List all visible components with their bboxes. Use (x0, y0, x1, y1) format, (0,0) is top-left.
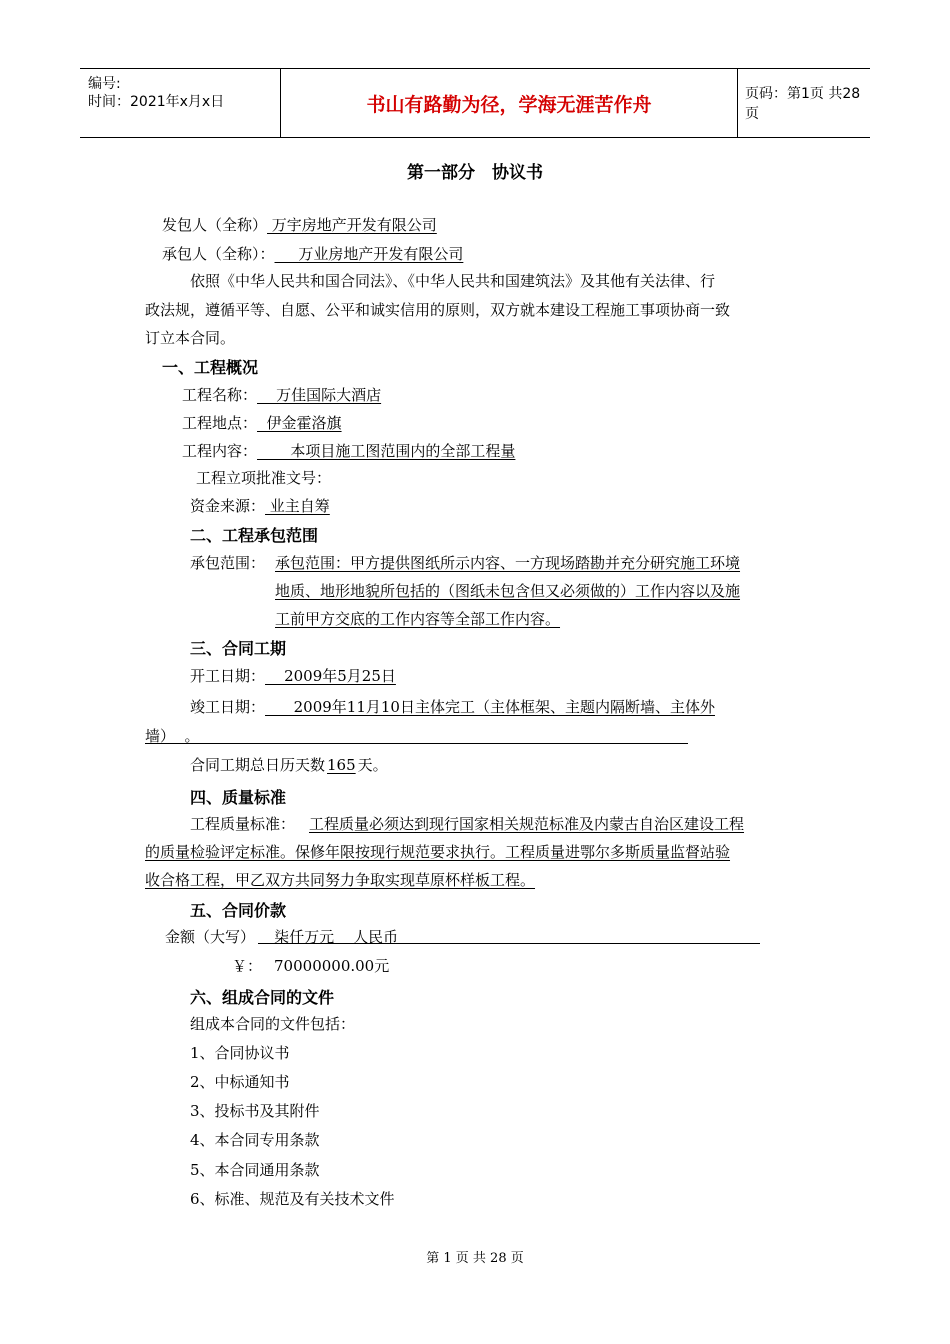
contractor-label: 承包人（全称）： (162, 245, 275, 263)
end-date-underline (145, 743, 688, 744)
quality-line-1: 工程质量必须达到现行国家相关规范标准及内蒙古自治区建设工程 (309, 815, 745, 833)
section-4-heading: 四、质量标准 (190, 788, 287, 807)
header-motto: 书山有路勤为径，学海无涯苦作舟 (366, 93, 652, 116)
project-content-label: 工程内容： (182, 442, 258, 460)
document-item: 5、本合同通用条款 (190, 1161, 320, 1179)
employer-value: 万宇房地产开发有限公司 (267, 216, 437, 234)
project-content-line (182, 440, 515, 461)
total-days-line (190, 754, 388, 775)
end-date-label: 竣工日期： (190, 698, 266, 716)
section-1-heading: 一、工程概况 (162, 358, 259, 377)
project-content-value: 本项目施工图范围内的全部工程量 (257, 442, 516, 460)
document-item: 3、投标书及其附件 (190, 1102, 320, 1120)
start-date-label: 开工日期： (190, 667, 266, 685)
intro-line-3: 订立本合同。 (145, 329, 236, 347)
amount-words-label: 金额（大写） (165, 928, 256, 946)
start-date-line (190, 665, 396, 686)
page-header (80, 68, 870, 138)
total-days-value: 165 (327, 756, 356, 774)
amount-figures-line (232, 955, 389, 976)
start-date-value: 2009年5月25日 (265, 667, 396, 685)
scope-label: 承包范围： (190, 554, 266, 572)
section-3-heading: 三、合同工期 (190, 639, 287, 658)
header-page-cell (737, 69, 870, 137)
quality-line-3: 收合格工程，甲乙双方共同努力争取实现草原杯样板工程。 (145, 871, 536, 889)
fund-source-line (190, 495, 330, 516)
employer-label: 发包人（全称） (162, 216, 268, 234)
intro-line-2: 政法规，遵循平等、自愿、公平和诚实信用的原则，双方就本建设工程施工事项协商一致 (145, 301, 731, 319)
scope-line-1: 承包范围：甲方提供图纸所示内容、一方现场踏勘并充分研究施工环境 (275, 554, 741, 572)
amount-words-value: 柒仟万元 人民币 (255, 928, 399, 946)
project-name-line (182, 384, 381, 405)
quality-line-2: 的质量检验评定标准。保修年限按现行规范要求执行。工程质量进鄂尔多斯质量监督站验 (145, 843, 731, 861)
document-time-label: 时间：2021年x月x日 (88, 94, 225, 110)
contractor-value: 万业房地产开发有限公司 (274, 245, 464, 263)
header-meta (80, 69, 280, 137)
end-date-value-cont: 墙） 。 (145, 727, 200, 745)
amount-figures-value: 70000000.00元 (274, 957, 390, 975)
scope-line-3: 工前甲方交底的工作内容等全部工作内容。 (275, 610, 561, 628)
scope-line-2: 地质、地形地貌所包括的（图纸未包含但又必须做的）工作内容以及施 (275, 582, 741, 600)
employer-line (162, 214, 437, 235)
quality-label: 工程质量标准： (190, 815, 296, 833)
amount-figures-label: ￥： (232, 957, 263, 975)
documents-intro: 组成本合同的文件包括： (190, 1015, 356, 1033)
document-item: 4、本合同专用条款 (190, 1131, 320, 1149)
project-name-label: 工程名称： (182, 386, 258, 404)
total-days-suffix: 天。 (357, 756, 388, 774)
contractor-line (162, 243, 463, 264)
document-item: 6、标准、规范及有关技术文件 (190, 1190, 395, 1208)
section-6-heading: 六、组成合同的文件 (190, 988, 335, 1007)
total-days-prefix: 合同工期总日历天数 (190, 756, 326, 774)
end-date-line (190, 696, 715, 717)
header-page-label: 页码：第1页 共28页 (745, 86, 861, 122)
project-location-label: 工程地点： (182, 414, 258, 432)
page-title: 第一部分 协议书 (407, 163, 543, 183)
section-5-heading: 五、合同价款 (190, 901, 287, 920)
header-motto-cell (280, 69, 738, 137)
project-name-value: 万佳国际大酒店 (257, 386, 382, 404)
section-2-heading: 二、工程承包范围 (190, 526, 319, 545)
fund-source-value: 业主自筹 (265, 497, 330, 515)
document-number-label: 编号: (88, 76, 121, 92)
document-item: 1、合同协议书 (190, 1044, 290, 1062)
intro-line-1: 依照《中华人民共和国合同法》、《中华人民共和国建筑法》及其他有关法律、行 (190, 272, 716, 290)
fund-source-label: 资金来源： (190, 497, 266, 515)
project-location-value: 伊金霍洛旗 (257, 414, 342, 432)
project-location-line (182, 412, 342, 433)
page-footer: 第 1 页 共 28 页 (426, 1251, 524, 1266)
end-date-value: 2009年11月10日主体完工（主体框架、主题内隔断墙、主体外 (265, 698, 715, 716)
document-item: 2、中标通知书 (190, 1073, 290, 1091)
amount-words-underline (258, 943, 760, 944)
approval-number-label: 工程立项批准文号： (196, 469, 332, 487)
